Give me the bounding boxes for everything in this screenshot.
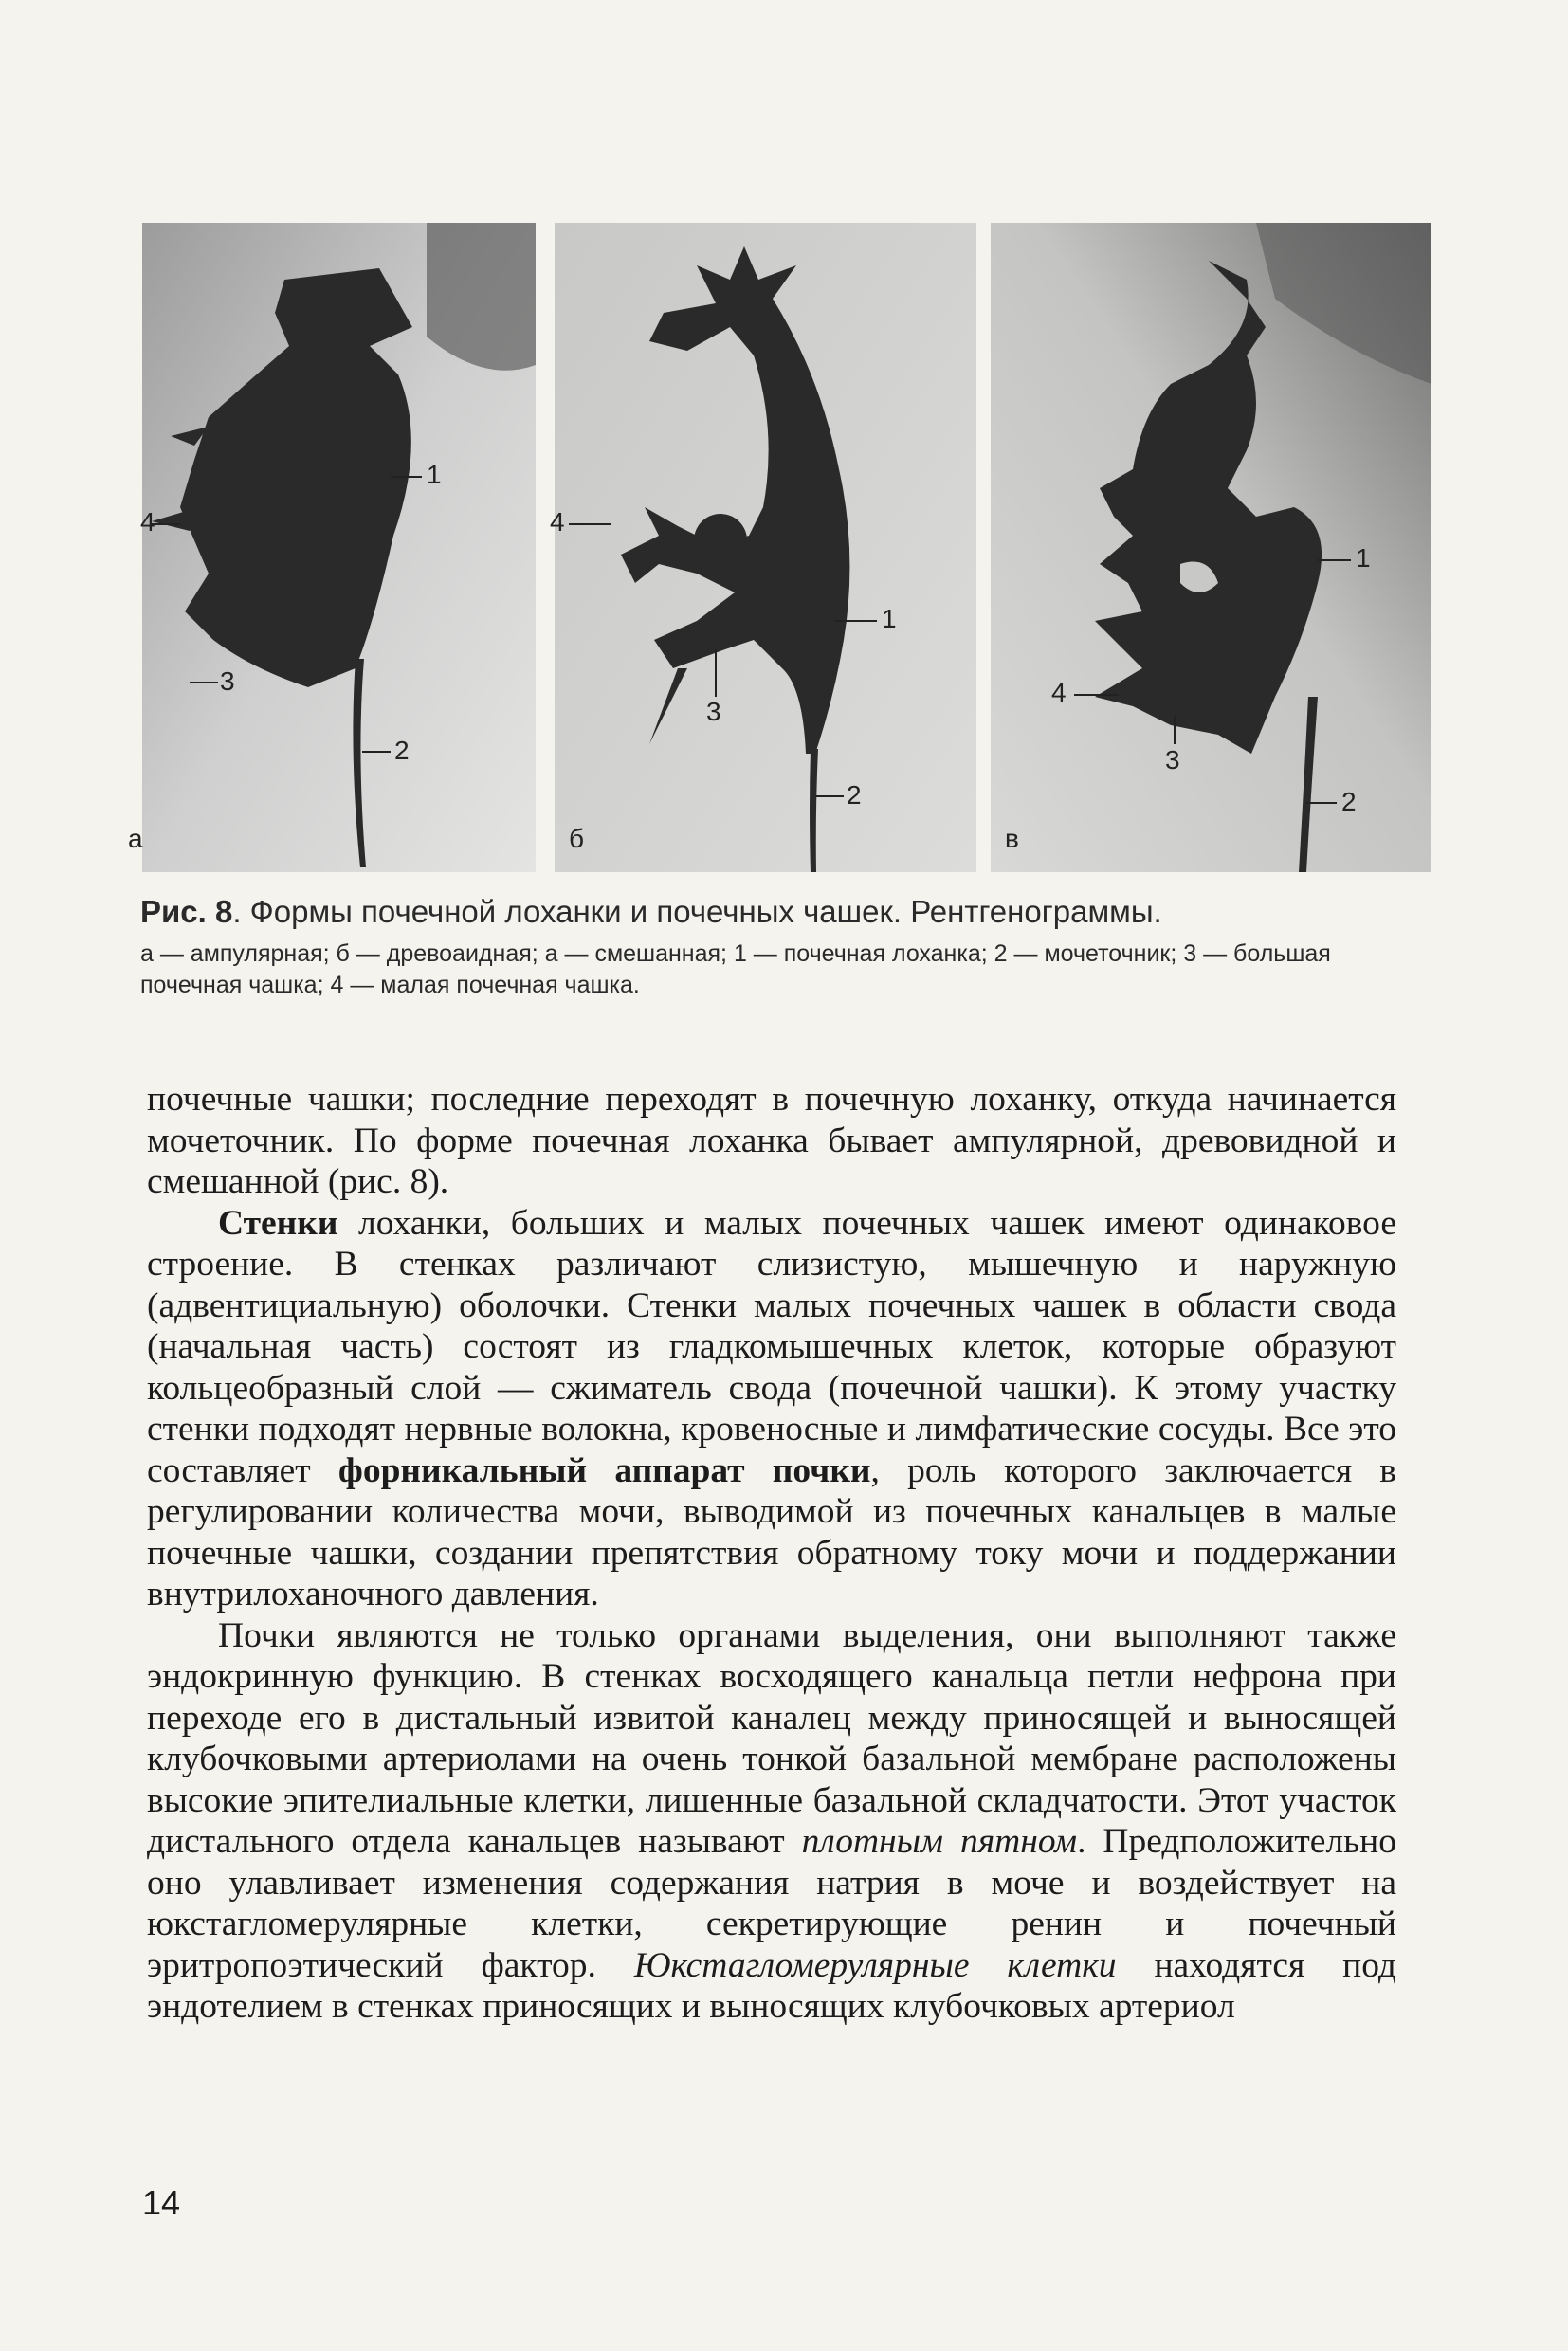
panel-c-label-1: 1: [1356, 543, 1371, 573]
panel-a-letter: а: [128, 824, 143, 853]
paragraph-2-text-1: лоханки, больших и малых почечных чашек имеют одинаковое строение. В стенках различают слизистую, мышечную и наружную (адвентициальную) оболочки. Стенки малых почечных чашек в области свода (начальная часть) состоят из гладкомышечных клеток, которые образуют кольцеобразный слой — сжиматель свода (почечной чашки). К этому участку стенки подходят нервные волокна, кровеносные и лимфатические сосуды. Все это составляет: [147, 1203, 1396, 1490]
term-fornical-apparatus: форникальный аппарат почки: [337, 1450, 871, 1490]
page-number: 14: [142, 2183, 181, 2222]
panel-c-label-3: 3: [1165, 745, 1180, 775]
paragraph-2: [147, 1203, 1396, 1615]
panel-a-label-1: 1: [427, 460, 442, 489]
panel-a-label-4: 4: [140, 507, 155, 537]
figure-caption: [140, 891, 1411, 1001]
panel-b-label-1: 1: [882, 604, 897, 633]
radiograph-panel-a: [128, 223, 536, 872]
paragraph-3-text-3: находятся под эндотелием в стенках приносящих и выносящих клубочковых артериол: [147, 1945, 1396, 2026]
panel-b-label-3: 3: [706, 697, 721, 726]
panel-c-label-2: 2: [1341, 787, 1357, 816]
radiograph-image-b: [555, 223, 976, 872]
panel-b-label-2: 2: [847, 780, 862, 810]
paragraph-3: [147, 1615, 1396, 2028]
radiograph-panel-c: [991, 223, 1431, 872]
panel-a-label-3: 3: [220, 666, 235, 696]
caption-title-text: . Формы почечной лоханки и почечных чашек. Рентгенограммы.: [232, 894, 1162, 929]
panel-b-label-4: 4: [550, 507, 565, 537]
paragraph-3-text-1: Почки являются не только органами выделения, они выполняют также эндокринную функцию. В стенках восходящего канальца петли нефрона при переходе его в дистальный извитой каналец между приносящей и выносящей клубочковыми артериолами на очень тонкой базальной мембране расположены высокие эпителиальные клетки, лишенные базальной складчатости. Этот участок дистального отдела канальцев называют: [147, 1615, 1396, 1861]
figure-8: [0, 0, 1568, 882]
radiograph-image-a: [142, 223, 536, 872]
body-text: [147, 1079, 1396, 2028]
panel-a-label-2: 2: [394, 736, 410, 765]
term-walls: Стенки: [218, 1203, 338, 1243]
caption-figure-label: Рис. 8: [140, 894, 233, 929]
term-macula-densa: плотным пятном: [801, 1822, 1078, 1861]
paragraph-2-text-2: , роль которого заключается в регулировании количества мочи, выводимой из почечных канальцев в малые почечные чашки, создании препятствия обратному току мочи и поддержании внутрилоханочного давления.: [147, 1450, 1397, 1613]
panel-b-letter: б: [569, 824, 585, 853]
caption-title: [140, 891, 1411, 933]
panel-c-label-4: 4: [1051, 678, 1067, 707]
paragraph-3-text-2: . Предположительно оно улавливает изменения содержания натрия в моче и воздействует на юкстагломерулярные клетки, секретирующие ренин и почечный эритропоэтический фактор.: [147, 1822, 1396, 1985]
paragraph-1: почечные чашки; последние переходят в почечную лоханку, откуда начинается мочеточник. По форме почечная лоханка бывает ампулярной, древовидной и смешанной (рис. 8).: [147, 1080, 1396, 1201]
radiograph-panel-b: [550, 223, 976, 872]
panel-c-letter: в: [1005, 824, 1019, 853]
term-juxtaglomerular-cells: Юкстагломерулярные клетки: [633, 1945, 1117, 1985]
caption-legend: а — ампулярная; б — древоаидная; а — смешанная; 1 — почечная лоханка; 2 — мочеточник; 3 — большая почечная чашка; 4 — малая почечная чашка.: [140, 940, 1331, 998]
